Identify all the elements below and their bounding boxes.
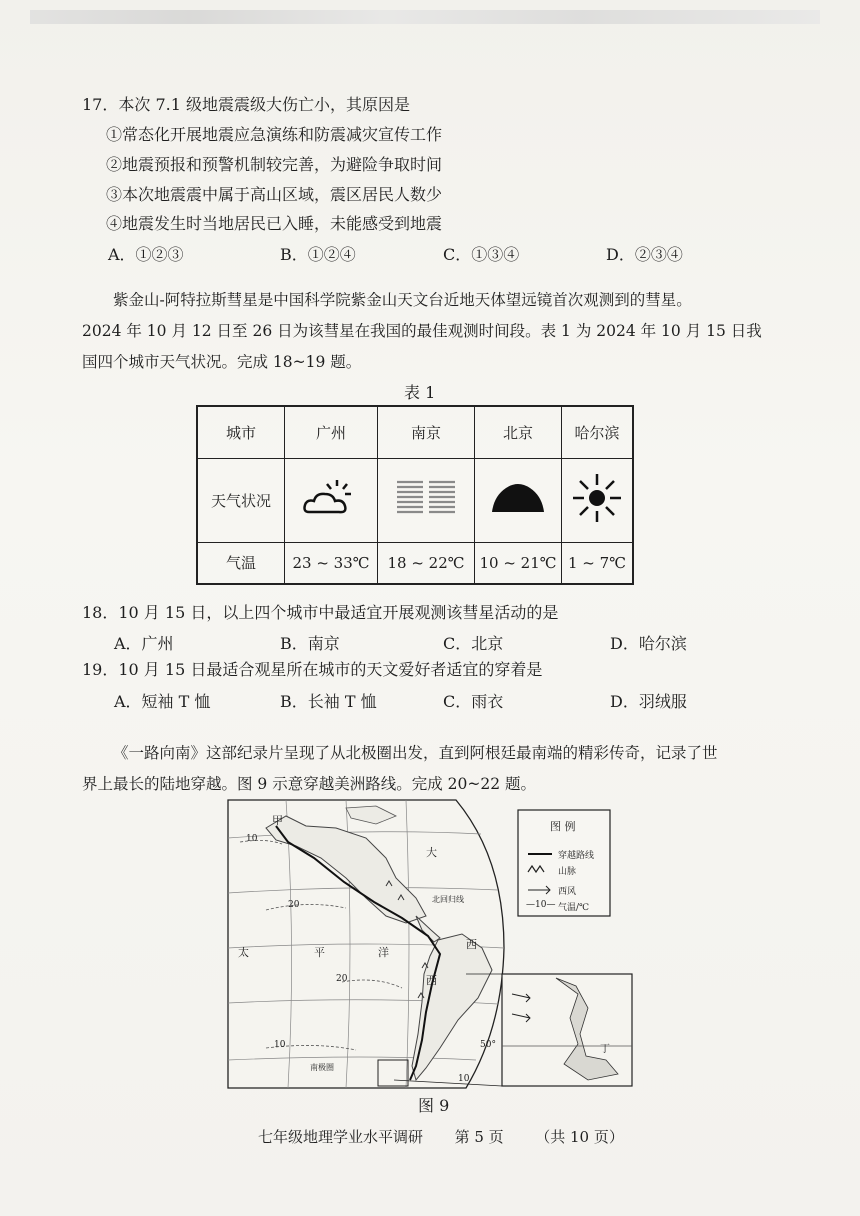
table-city-beijing: 北京 <box>475 406 562 458</box>
table-city-harbin: 哈尔滨 <box>562 406 634 458</box>
passage-journey-line-1: 《一路向南》这部纪录片呈现了从北极圈出发，直到阿根廷最南端的精彩传奇，记录了世 <box>113 744 718 762</box>
page-footer <box>258 1126 624 1147</box>
partly-cloudy-icon <box>285 458 378 542</box>
q17-stem: 17．本次 7.1 级地震震级大伤亡小，其原因是 <box>82 95 410 114</box>
passage-comet-line-1: 紫金山-阿特拉斯彗星是中国科学院紫金山天文台近地天体望远镜首次观测到的彗星。 <box>113 291 692 309</box>
map-label-yang: 洋 <box>378 946 389 959</box>
q19-stem: 19．10 月 15 日最适合观星所在城市的天文爱好者适宜的穿着是 <box>82 660 543 679</box>
q17-option-a: A．①②③ <box>108 245 184 264</box>
fog-icon <box>378 458 475 542</box>
q19-option-d: D．羽绒服 <box>610 692 687 711</box>
figure-9-caption: 图 9 <box>418 1096 450 1115</box>
table-city-guangzhou: 广州 <box>285 406 378 458</box>
latitude-50-label: 50° <box>480 1040 496 1050</box>
legend-temperature: 气温/℃ <box>558 903 590 913</box>
table-1-caption: 表 1 <box>404 383 436 402</box>
q17-item-2: ②地震预报和预警机制较完善，为避险争取时间 <box>106 155 443 174</box>
legend-title: 图 例 <box>550 820 576 833</box>
q17-option-c: C．①③④ <box>443 245 520 264</box>
map-label-ding: 丁 <box>600 1044 610 1055</box>
isotherm-label-20-west: 20 <box>288 900 300 910</box>
q19-option-a: A．短袖 T 恤 <box>114 692 211 711</box>
table-weather-label: 天气状况 <box>197 458 285 542</box>
isotherm-label-10-north: 10 <box>246 834 258 844</box>
legend-mountain: 山脉 <box>558 867 577 877</box>
figure-9-map <box>226 798 636 1090</box>
map-label-da: 大 <box>426 846 437 859</box>
q17-option-b: B．①②④ <box>280 245 356 264</box>
q18-stem: 18．10 月 15 日，以上四个城市中最适宜开展观测该彗星活动的是 <box>82 603 559 622</box>
q17-item-3: ③本次地震震中属于高山区域，震区居民人数少 <box>106 185 443 204</box>
table-temp-beijing: 10 ~ 21℃ <box>475 542 562 584</box>
table-temp-nanjing: 18 ~ 22℃ <box>378 542 475 584</box>
map-label-xi-east: 西 <box>466 938 477 951</box>
q17-item-4: ④地震发生时当地居民已入睡，未能感受到地震 <box>106 214 443 233</box>
legend-route: 穿越路线 <box>558 851 595 861</box>
tropic-of-cancer-label: 北回归线 <box>432 895 464 904</box>
passage-comet <box>82 285 772 378</box>
isotherm-label-10-south: 10 <box>274 1040 286 1050</box>
q18-option-d: D．哈尔滨 <box>610 634 687 653</box>
overcast-icon <box>475 458 562 542</box>
table-temp-guangzhou: 23 ~ 33℃ <box>285 542 378 584</box>
map-label-jia: 甲 <box>272 814 283 827</box>
sunny-icon <box>562 458 634 542</box>
q19-option-c: C．雨衣 <box>443 692 504 711</box>
legend-isotherm-symbol: —10— <box>526 900 556 910</box>
map-label-tai: 太 <box>238 946 249 959</box>
isotherm-label-20-south: 20 <box>336 974 348 984</box>
footer-page-number: 第 5 页 <box>454 1128 504 1146</box>
legend-westerlies: 西风 <box>558 887 577 897</box>
footer-title: 七年级地理学业水平调研 <box>258 1128 424 1146</box>
table-temp-label: 气温 <box>197 542 285 584</box>
table-temp-harbin: 1 ~ 7℃ <box>562 542 634 584</box>
antarctic-circle-label: 南极圈 <box>310 1063 334 1072</box>
weather-table <box>196 405 634 585</box>
passage-journey <box>82 738 772 800</box>
table-header-city: 城市 <box>197 406 285 458</box>
isotherm-label-10-east: 10 <box>458 1074 470 1084</box>
passage-comet-line-3: 国四个城市天气状况。完成 18~19 题。 <box>82 353 362 371</box>
passage-comet-line-2: 2024 年 10 月 12 日至 26 日为该彗星在我国的最佳观测时间段。表 1 为 2024 年 10 月 15 日我 <box>82 322 762 340</box>
q19-option-b: B．长袖 T 恤 <box>280 692 377 711</box>
scan-header-strip <box>30 10 820 24</box>
map-label-xi-inland: 西 <box>426 974 437 987</box>
q17-option-d: D．②③④ <box>606 245 683 264</box>
q18-option-b: B．南京 <box>280 634 340 653</box>
q17-item-1: ①常态化开展地震应急演练和防震减灾宣传工作 <box>106 125 443 144</box>
table-city-nanjing: 南京 <box>378 406 475 458</box>
passage-journey-line-2: 界上最长的陆地穿越。图 9 示意穿越美洲路线。完成 20~22 题。 <box>82 775 537 793</box>
q18-option-a: A．广州 <box>114 634 174 653</box>
footer-total-pages: （共 10 页） <box>535 1128 624 1146</box>
q18-option-c: C．北京 <box>443 634 504 653</box>
map-label-ping: 平 <box>314 946 325 959</box>
